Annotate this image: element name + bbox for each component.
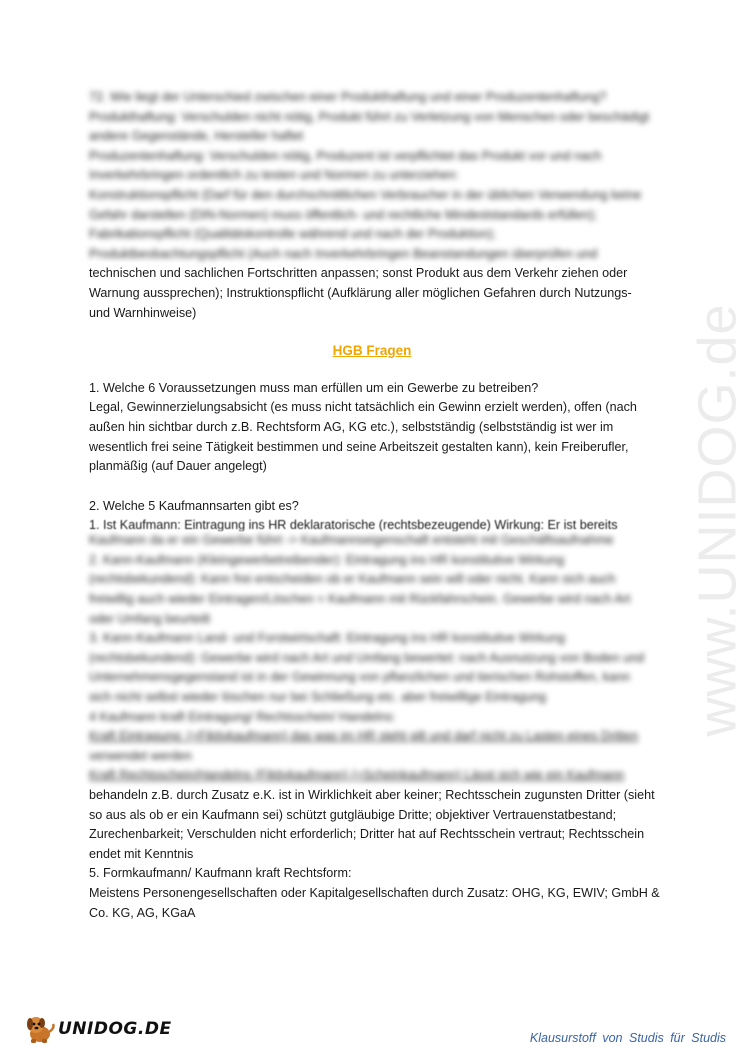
question-2	[89, 497, 660, 923]
watermark-text: www.UNIDOG.de	[688, 303, 748, 737]
text-line: 3. Kann-Kaufmann Land- und Forstwirtschaft: Eintragung ins HR konstitutive Wirkung	[89, 631, 565, 646]
text-line: Gefahr darstellen (DIN-Normen) muss öffentlich- und rechtliche Mindeststandards erfüllen);	[89, 207, 597, 222]
text-line: oder Umfang beurteilt	[89, 611, 211, 626]
text-line: Produzentenhaftung: Verschulden nötig, Produzent ist verpflichtet das Produkt vor und nach	[89, 148, 602, 163]
blurred-section-middle	[89, 531, 655, 786]
text-line: 2. Kann-Kaufmann (Kleingewerbetreibender): Eintragung ins HR konstitutive Wirkung	[89, 552, 565, 567]
text-line: behandeln z.B. durch Zusatz e.K. ist in Wirklichkeit aber keiner; Rechtsschein zugunsten Dritter (sieht	[89, 788, 655, 802]
text-line: Inverkehrbringen ordentlich zu testen und Normen zu unterziehen:	[89, 168, 459, 183]
footer-logo	[22, 1012, 172, 1046]
text-line: (rechtsbekundend): Kann frei entscheiden ob er Kaufmann sein will oder nicht. Kann sich auch	[89, 572, 616, 587]
paragraph-gap	[89, 477, 655, 497]
text-line: Meistens Personengesellschaften oder Kapitalgesellschaften durch Zusatz: OHG, KG, EWIV; GmbH &	[89, 885, 660, 900]
text-line: Kaufmann da er ein Gewerbe führt -> Kaufmannseigenschaft entsteht mit Geschäftsaufnahme	[89, 533, 614, 548]
text-line: endet mit Kenntnis	[89, 846, 194, 861]
answer-line: wesentlich frei seine Tätigkeit bestimmen und seine Arbeitszeit gestalten kann), kein Freiberufler,	[89, 439, 629, 454]
text-line: Produktbeobachtungspflicht (Auch nach Inverkehrbringen Beanstandungen überprüfen und	[89, 246, 598, 261]
text-line: andere Gegenstände, Hersteller haftet	[89, 129, 304, 144]
text-line: verwendet werden	[89, 748, 192, 763]
document-body	[89, 88, 660, 923]
text-line: Unternehmensgegenstand ist in der Gewinnung von pflanzlichen und tierischen Rohstoffen, kann	[89, 670, 630, 685]
watermark	[688, 280, 748, 760]
text-line: 4 Kaufmann kraft Eintragung/ Rechtsschein/ Handelns:	[89, 709, 396, 724]
visible-section-top	[89, 264, 655, 323]
text-line: Fabrikationspflicht (Qualitätskontrolle während und nach der Produktion);	[89, 227, 496, 242]
text-line: technischen und sachlichen Fortschritten anpassen; sonst Produkt aus dem Verkehr ziehen oder	[89, 266, 628, 281]
blurred-section-top	[89, 88, 655, 264]
question-text: 1. Welche 6 Voraussetzungen muss man erfüllen um ein Gewerbe zu betreiben?	[89, 380, 539, 395]
question-text: 2. Welche 5 Kaufmannsarten gibt es?	[89, 498, 299, 513]
text-line: so aus als ob er ein Kaufmann sei) schützt gutgläubige Dritte; objektiver Vertrauenstatbestand;	[89, 807, 617, 822]
footer-tagline: Klausurstoff von Studis für Studis	[529, 1031, 726, 1045]
logo-text: UNIDOG.DE	[58, 1019, 172, 1039]
text-line: freiwillig auch wieder Eintragen/Löschen = Kaufmann mit Rückfahrschein. Gewerbe wird nach Art	[89, 592, 631, 607]
text-line: (rechtsbekundend): Gewerbe wird nach Art und Umfang bewertet: nach Ausnutzung von Boden und	[89, 650, 645, 665]
text-line: sich nicht selbst wieder löschen nur bei Schließung etc. aber freiwillige Eintragung	[89, 690, 547, 705]
answer-line: planmäßig (auf Dauer angelegt)	[89, 459, 267, 474]
question-1	[89, 379, 655, 477]
text-line: Konstruktionspflicht (Darf für den durchschnittlichen Verbraucher in der üblichen Verwendung keine	[89, 187, 642, 202]
answer-line: Legal, Gewinnerzielungsabsicht (es muss nicht tatsächlich ein Gewinn erzielt werden), offen (nach	[89, 400, 637, 415]
text-line: und Warnhinweise)	[89, 305, 197, 320]
text-line: Zurechenbarkeit; Verschulden nicht erforderlich; Dritter hat auf Rechtsschein vertraut; Rechtsschein	[89, 827, 645, 842]
text-line: Co. KG, AG, KGaA	[89, 905, 196, 920]
text-line: Kraft Rechtsschein/Handelns (Fiktivkaufmann) (=Scheinkaufmann) Lässt sich wie ein Kaufmann	[89, 768, 625, 783]
partial-line: 1. Ist Kaufmann: Eintragung ins HR deklaratorische (rechtsbezeugende) Wirkung: Er ist bereits	[89, 518, 618, 532]
dog-mascot-icon	[22, 1012, 56, 1046]
section-heading: HGB Fragen	[332, 343, 412, 359]
text-line: Warnung aussprechen); Instruktionspflicht (Aufklärung aller möglichen Gefahren durch Nutzungs-	[89, 285, 632, 300]
text-line: Kraft Eintragung: (=Fiktivkaufmann) das was im HR steht gilt und darf nicht zu Lasten eines Dritten	[89, 729, 639, 744]
text-line: 72. Wie liegt der Unterschied zwischen einer Produkthaftung und einer Produzentenhaftung?	[89, 90, 607, 104]
answer-line: außen hin sichtbar durch z.B. Rechtsform AG, KG etc.), selbstständig (selbstständig ist wer im	[89, 419, 614, 434]
text-line: Produkthaftung: Verschulden nicht nötig, Produkt führt zu Verletzung von Menschen oder beschädigt	[89, 109, 650, 124]
text-line: 5. Formkaufmann/ Kaufmann kraft Rechtsform:	[89, 866, 352, 881]
